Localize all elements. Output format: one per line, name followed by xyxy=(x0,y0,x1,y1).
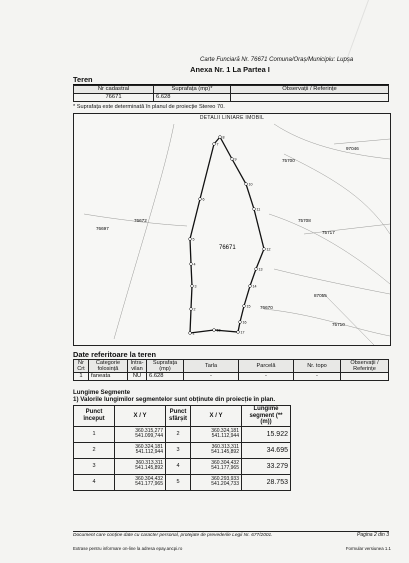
vertex-marker xyxy=(213,329,216,332)
page-number: Pagina 2 din 3 xyxy=(357,532,389,538)
ref-col-observatii: Observații / Referințe xyxy=(341,360,389,373)
ref-categorie-value: faneata xyxy=(89,373,128,381)
seg-length: 15.922 xyxy=(242,426,291,442)
ref-intravilan-value: NU xyxy=(128,373,147,381)
table-row xyxy=(74,426,291,442)
teren-col-suprafata: Suprafața (mp)* xyxy=(154,86,231,94)
vertex-marker xyxy=(237,331,240,334)
land-book-reference: Carte Funciară Nr. 76671 Comuna/Oraș/Municipiu: Lupșa xyxy=(200,57,354,63)
projection-note: * Suprafața este determinată în planul de proiecție Stereo 70. xyxy=(73,104,225,110)
neighbor-label: 76670 xyxy=(260,305,273,310)
segments-subtitle: 1) Valorile lungimilor segmentelor sunt obținute din proiecție în plan. xyxy=(73,396,276,403)
online-extract-note: Extrase pentru informare on-line la adresa epay.ancpi.ro xyxy=(73,546,183,551)
neighbor-label: 75708 xyxy=(298,218,311,223)
neighbor-label: 76672 xyxy=(134,218,147,223)
vertex-label: 2 xyxy=(193,307,196,312)
ref-parcela-value: - xyxy=(239,373,294,381)
teren-observatii-value xyxy=(231,94,389,102)
seg-start: 3 xyxy=(74,458,115,474)
vertex-label: 17 xyxy=(240,330,245,335)
vertex-marker xyxy=(245,183,248,186)
vertex-marker xyxy=(189,332,192,335)
personal-data-note: Document care conține date cu caracter personal, protejate de prevederile Legii Nr. 677/2001. xyxy=(73,531,389,538)
vertex-marker xyxy=(213,143,216,146)
vertex-label: 14 xyxy=(252,284,257,289)
vertex-label: 18 xyxy=(216,328,221,333)
table-row xyxy=(74,373,389,381)
parcel-map xyxy=(73,113,391,346)
neighbor-label: 87055 xyxy=(314,293,327,298)
vertex-label: 16 xyxy=(242,320,247,325)
segments-table xyxy=(73,405,291,491)
map-caption: DETALII LINIARE IMOBIL xyxy=(199,115,265,121)
segments-header-row xyxy=(74,406,291,427)
parcel-sketch xyxy=(74,114,390,345)
table-row xyxy=(74,458,291,474)
parcel-number-label: 76671 xyxy=(219,245,236,251)
seg-start: 4 xyxy=(74,474,115,490)
seg-xy1: 360.324,181 541.112,944 xyxy=(115,442,166,458)
neighbor-label: 75710 xyxy=(332,322,345,327)
seg-xy1: 360.313,311 541.145,892 xyxy=(115,458,166,474)
vertex-marker xyxy=(199,198,202,201)
ref-nr-value: 1 xyxy=(74,373,89,381)
vertex-marker xyxy=(189,238,192,241)
vertex-marker xyxy=(219,136,222,139)
neighbor-boundaries xyxy=(84,124,390,345)
form-version: Formular versiunea 1.1 xyxy=(345,546,391,551)
neighbor-label: 75700 xyxy=(282,158,295,163)
teren-section-title: Teren xyxy=(73,75,389,85)
seg-col-xy2: X / Y xyxy=(191,406,242,427)
ref-col-topo: Nr. topo xyxy=(294,360,341,373)
seg-start: 1 xyxy=(74,426,115,442)
teren-table xyxy=(73,85,389,102)
ref-topo-value: - xyxy=(294,373,341,381)
seg-start: 2 xyxy=(74,442,115,458)
referiri-header-row xyxy=(74,360,389,373)
vertex-marker xyxy=(263,248,266,251)
vertex-label: 15 xyxy=(246,304,251,309)
ref-col-intravilan: Intra-vilan xyxy=(128,360,147,373)
seg-end: 3 xyxy=(166,442,191,458)
ref-tarla-value: - xyxy=(184,373,239,381)
seg-col-xy1: X / Y xyxy=(115,406,166,427)
segments-body xyxy=(74,426,291,490)
seg-length: 34.695 xyxy=(242,442,291,458)
parcel-vertices xyxy=(189,136,271,336)
vertex-label: 7 xyxy=(216,142,219,147)
vertex-label: 11 xyxy=(256,207,261,212)
teren-col-observatii: Observații / Referințe xyxy=(231,86,389,94)
referiri-section-title: Date referitoare la teren xyxy=(73,350,389,360)
table-row xyxy=(74,474,291,490)
annex-title: Anexa Nr. 1 La Partea I xyxy=(190,65,270,74)
ref-col-parcela: Parcelă xyxy=(239,360,294,373)
vertex-marker xyxy=(190,263,193,266)
vertex-marker xyxy=(191,285,194,288)
neighbor-label: 97046 xyxy=(346,146,359,151)
seg-end: 2 xyxy=(166,426,191,442)
vertex-marker xyxy=(249,285,252,288)
seg-length: 33.279 xyxy=(242,458,291,474)
vertex-label: 1 xyxy=(192,331,195,336)
neighbor-label: 76697 xyxy=(96,226,109,231)
seg-col-end: Punct sfârșit xyxy=(166,406,191,427)
ref-col-suprafata: Suprafața (mp) xyxy=(147,360,184,373)
ref-col-nr: Nr Crt xyxy=(74,360,89,373)
vertex-label: 10 xyxy=(248,182,253,187)
seg-xy2: 360.293,933 541.204,733 xyxy=(191,474,242,490)
vertex-marker xyxy=(239,321,242,324)
seg-xy2: 360.304,432 541.177,965 xyxy=(191,458,242,474)
seg-end: 4 xyxy=(166,458,191,474)
vertex-label: 4 xyxy=(193,262,196,267)
vertex-label: 3 xyxy=(194,284,197,289)
ref-col-categorie: Categorie folosință xyxy=(89,360,128,373)
vertex-label: 8 xyxy=(222,135,225,140)
teren-cadastral-value: 76671 xyxy=(74,94,154,102)
teren-col-cadastral: Nr cadastral xyxy=(74,86,154,94)
seg-col-length: Lungime segment (** (m)) xyxy=(242,406,291,427)
page-fold xyxy=(346,0,409,60)
seg-end: 5 xyxy=(166,474,191,490)
segments-title: Lungime Segmente xyxy=(73,389,131,396)
vertex-label: 6 xyxy=(202,197,205,202)
teren-suprafata-value: 6.628 xyxy=(154,94,231,102)
vertex-marker xyxy=(253,208,256,211)
seg-col-start: Punct început xyxy=(74,406,115,427)
referiri-table xyxy=(73,359,389,381)
vertex-label: 5 xyxy=(192,237,195,242)
ref-observatii-value xyxy=(341,373,389,381)
seg-xy1: 360.315,277 541.099,744 xyxy=(115,426,166,442)
ref-col-tarla: Tarla xyxy=(184,360,239,373)
seg-xy2: 360.313,311 541.145,892 xyxy=(191,442,242,458)
teren-header-row xyxy=(74,86,389,94)
neighbor-label: 75717 xyxy=(322,230,335,235)
vertex-marker xyxy=(243,305,246,308)
vertex-marker xyxy=(231,158,234,161)
vertex-label: 9 xyxy=(234,157,237,162)
vertex-marker xyxy=(190,308,193,311)
seg-xy1: 360.304,432 541.177,965 xyxy=(115,474,166,490)
ref-suprafata-value: 6.628 xyxy=(147,373,184,381)
vertex-label: 13 xyxy=(258,267,263,272)
vertex-label: 12 xyxy=(266,247,271,252)
seg-xy2: 360.324,181 541.112,944 xyxy=(191,426,242,442)
table-row xyxy=(74,94,389,102)
vertex-marker xyxy=(255,268,258,271)
parcel-outline xyxy=(190,137,264,333)
seg-length: 28.753 xyxy=(242,474,291,490)
table-row xyxy=(74,442,291,458)
